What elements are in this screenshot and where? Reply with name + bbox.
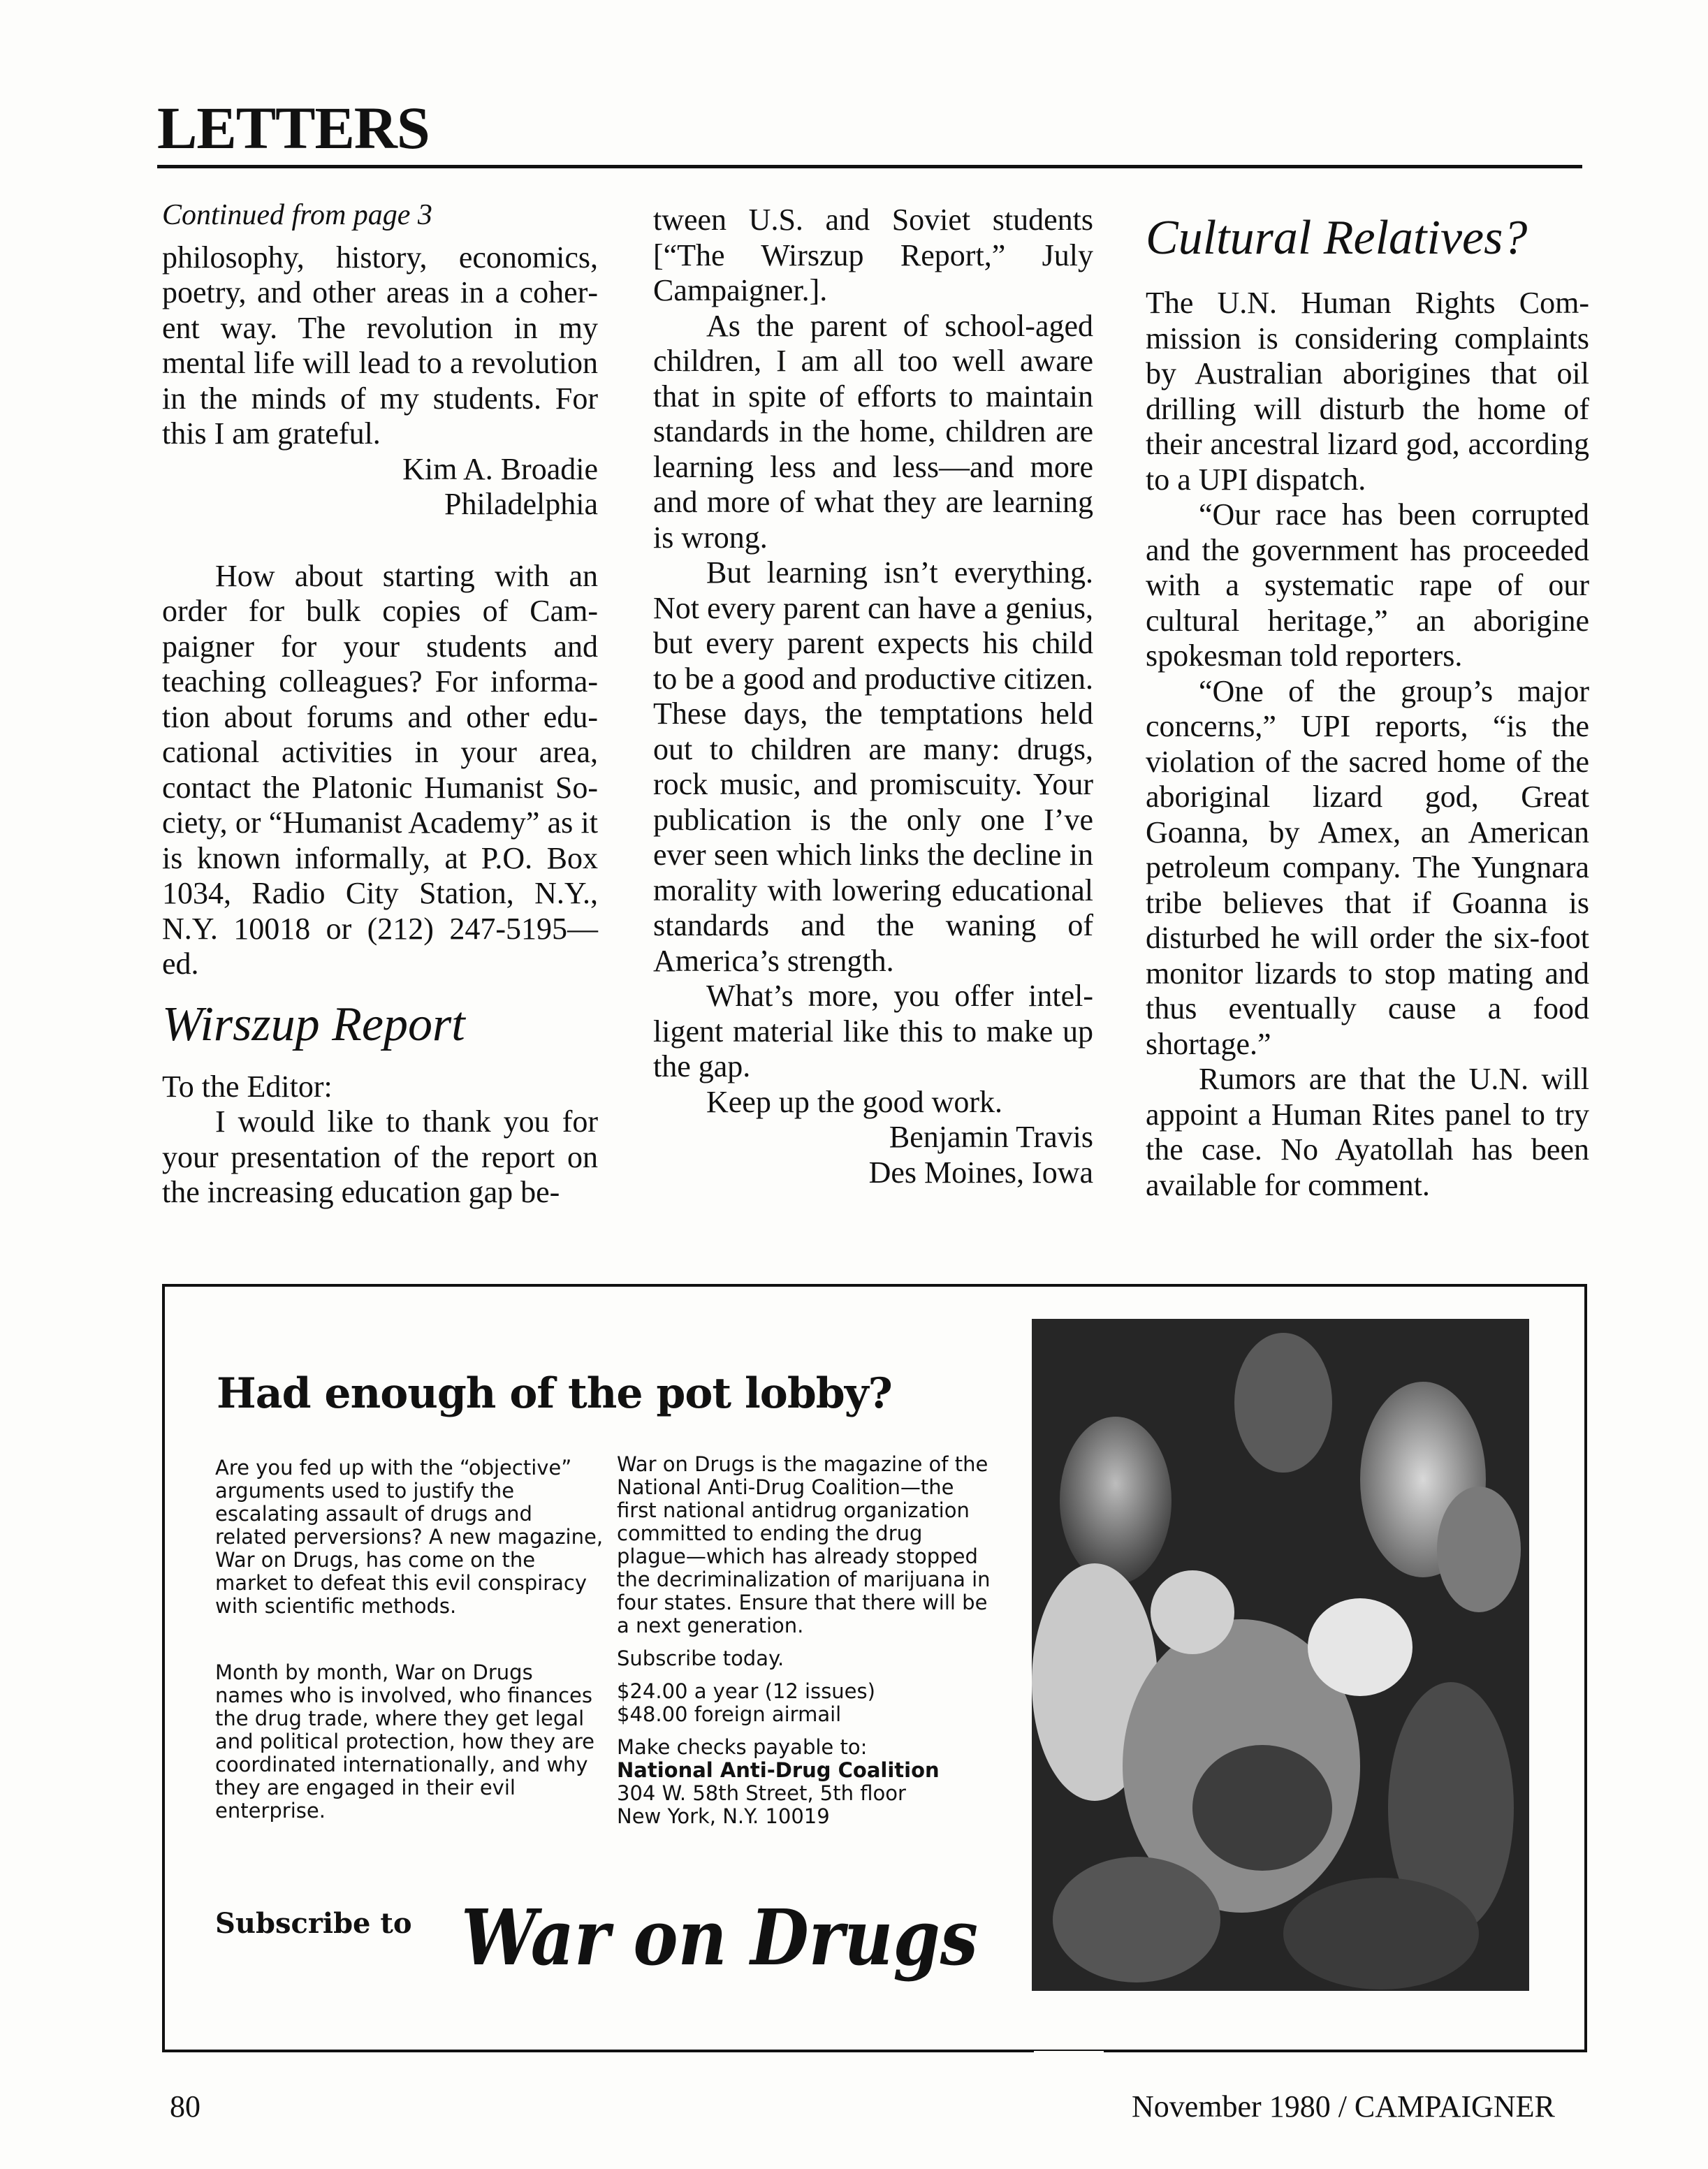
ad-subscribe-today: Subscribe today.: [617, 1646, 784, 1670]
ad-right-copy: [617, 1453, 991, 1828]
page-number: 80: [170, 2089, 200, 2124]
ad-address-line: 304 W. 58th Street, 5th floor: [617, 1781, 906, 1805]
signature-place: Philadelphia: [444, 487, 598, 521]
continued-note: Continued from page 3: [162, 199, 432, 231]
letter-heading: Wirszup Report: [162, 997, 465, 1051]
letter-paragraph: What’s more, you offer intelligent material like this to make up the gap.: [653, 979, 1093, 1083]
editor-reply: How about starting with an order for bulk copies of Campaigner for your students and teaching colleagues? For information about forums and other educational activities in your area, contact the Platonic Humanist Society, or “Humanist Academy” as it is known informally, at P.O. Box 1034, Radio City Station, N.Y., N.Y. 10018 or (212) 247-5195—ed.: [162, 558, 598, 981]
ad-paragraph: Are you fed up with the “objective” arguments used to justify the escalating assault of drugs and related perversions? A new magazine, War on Drugs, has come on the market to defeat this evil conspiracy with scientific methods.: [215, 1456, 604, 1618]
letters-column-3: [1146, 203, 1589, 1203]
letters-column-2: [653, 203, 1093, 1190]
article-paragraph: “One of the group’s major concerns,” UPI reports, “is the violation of the sacred home of the aboriginal lizard god, Great Goanna, by Amex, an American petroleum company. The Yungnara tribe believes that if Goanna is disturbed he will order the six-foot monitor lizards to stop mating and thus eventually cause a food shortage.”: [1146, 673, 1589, 1061]
letters-column-1: [162, 198, 598, 1211]
letter-paragraph: I would like to thank you for your presentation of the report on the increasing education gap be-: [162, 1104, 598, 1209]
salutation: To the Editor:: [162, 1069, 333, 1104]
letter-paragraph: As the parent of school-aged children, I am all too well aware that in spite of efforts to maintain standards in the home, children are learning less and less—and more and more of what they are learning is wrong.: [653, 308, 1093, 555]
running-footer: November 1980 / CAMPAIGNER: [1132, 2089, 1555, 2124]
ad-headline: Had enough of the pot lobby?: [217, 1369, 892, 1418]
spacer: [162, 523, 598, 559]
letter-paragraph: tween U.S. and Soviet students [“The Wirszup Report,” July Campaigner.].: [653, 203, 1093, 307]
war-on-drugs-logo: [461, 1886, 992, 1984]
ad-price-foreign: $48.00 foreign airmail: [617, 1702, 842, 1726]
article-paragraph: Rumors are that the U.N. will appoint a Human Rites panel to try the case. No Ayatollah has been available for comment.: [1146, 1062, 1589, 1202]
ad-subscribe-to: Subscribe to: [215, 1907, 412, 1940]
signature-place: Des Moines, Iowa: [868, 1155, 1093, 1190]
ad-address-line: New York, N.Y. 10019: [617, 1804, 830, 1828]
article-heading: Cultural Relatives?: [1146, 211, 1528, 265]
section-title: LETTERS: [157, 94, 430, 161]
article-paragraph: “Our race has been corrupted and the government has proceeded with a systematic rape of our cultural heritage,” an aborigine spokesman told reporters.: [1146, 497, 1589, 673]
ad-price-year: $24.00 a year (12 issues): [617, 1679, 875, 1703]
ad-org-name: National Anti-Drug Coalition: [617, 1758, 940, 1782]
ad-checks-note: Make checks payable to:: [617, 1735, 868, 1759]
signature-name: Kim A. Broadie: [402, 451, 598, 486]
ad-border-gap: [1034, 2051, 1104, 2054]
letter-paragraph: But learning isn’t everything. Not every parent can have a genius, but every parent expects his child to be a good and productive citizen. These days, the temptations held out to children are many: drugs, rock music, and promiscuity. Your publication is the only one I’ve ever seen which links the decline in morality with lowering educational standards and the waning of America’s strength.: [653, 555, 1093, 978]
letter-paragraph: Keep up the good work.: [706, 1084, 1003, 1119]
ad-left-copy: [215, 1456, 606, 1823]
signature-name: Benjamin Travis: [889, 1120, 1093, 1154]
header-rule: [157, 165, 1582, 168]
article-paragraph: The U.N. Human Rights Commission is considering complaints by Australian aborigines that oil drilling will disturb the home of their ancestral lizard god, according to a UPI dispatch.: [1146, 286, 1589, 497]
crowd-photo: [1032, 1319, 1529, 1991]
logo-text: War on Drugs: [461, 1892, 978, 1982]
letter-paragraph: philosophy, history, economics, poetry, and other areas in a coherent way. The revolution in my mental life will lead to a revolution in the minds of my students. For this I am grateful.: [162, 240, 598, 451]
ad-paragraph: Month by month, War on Drugs names who is involved, who finances the drug trade, where they get legal and political protection, how they are coordinated internationally, and why they are engaged in their evil enterprise.: [215, 1660, 594, 1823]
ad-paragraph: War on Drugs is the magazine of the National Anti-Drug Coalition—the first national antidrug organization committed to ending the drug plague—which has already stopped the decriminalization of marijuana in four states. Ensure that there will be a next generation.: [617, 1452, 991, 1637]
